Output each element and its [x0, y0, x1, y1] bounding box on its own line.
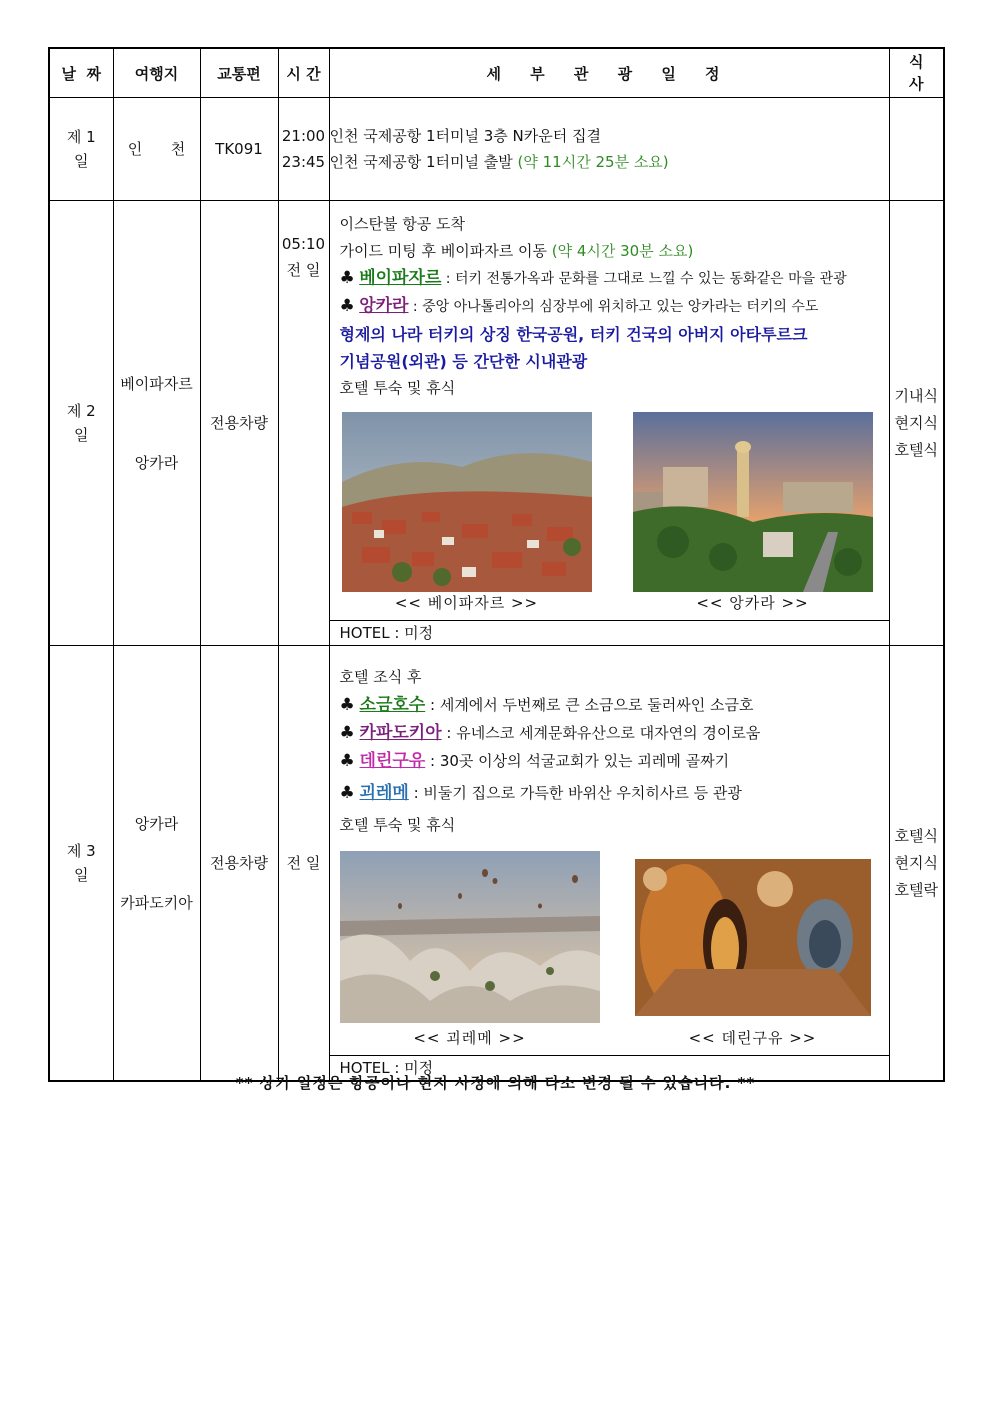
day2-row	[49, 201, 944, 646]
day2-time	[278, 201, 329, 646]
day2-duration-note: (약 4시간 30분 소요)	[551, 242, 694, 260]
cappadocia-keyword: 카파도키아	[359, 723, 442, 743]
day2-destination1: 베이파자르	[120, 374, 193, 393]
day2-label	[49, 201, 113, 646]
day1-destination: 인 천	[113, 98, 200, 201]
day3-line-end: 호텔 투숙 및 휴식	[339, 816, 456, 834]
day2-line-end: 호텔 투숙 및 휴식	[339, 379, 456, 397]
itinerary-table	[48, 47, 945, 1082]
day3-row	[49, 646, 944, 1082]
club-icon: ♣	[339, 695, 355, 715]
day1-label-text: 제 1 일	[66, 128, 96, 170]
club-icon: ♣	[339, 783, 355, 803]
header-row	[49, 48, 944, 98]
beypazari-keyword: 베이파자르	[359, 268, 442, 288]
day1-time1: 21:00	[281, 127, 326, 145]
day2-detail	[329, 201, 889, 646]
day1-label	[49, 98, 113, 201]
day2-line2-text: 가이드 미팅 후 베이파자르 이동	[339, 242, 547, 260]
beypazari-caption: << 베이파자르 >>	[394, 594, 539, 612]
day3-label-text: 제 3 일	[66, 842, 96, 884]
ankara-desc: : 중앙 아나톨리아의 심장부에 위치하고 있는 앙카라는 터키의 수도	[408, 299, 819, 315]
day2-meal3: 호텔식	[894, 440, 938, 459]
day3-meal3: 호텔락	[894, 880, 938, 899]
day1-time2: 23:45	[281, 153, 326, 171]
day3-destination1: 앙카라	[134, 814, 179, 833]
header-schedule: 세 부 관 광 일 정	[329, 48, 889, 98]
day3-photos	[330, 839, 889, 1055]
day3-time: 전 일	[278, 646, 329, 1082]
day3-meal2: 현지식	[894, 853, 938, 872]
day3-destination	[113, 646, 200, 1082]
day2-meal1: 기내식	[894, 386, 938, 405]
footer-note: ** 상기 일정은 항공이나 현지 사정에 의해 다소 변경 될 수 있습니다. **	[235, 1074, 756, 1092]
header-date: 날 짜	[49, 48, 113, 98]
day3-meal	[889, 646, 944, 1082]
day2-blue-line2: 기념공원(외관) 등 간단한 시내관광	[339, 352, 588, 371]
club-icon: ♣	[339, 751, 355, 771]
derinkuyu-photo	[635, 859, 871, 1016]
day3-line1: 호텔 조식 후	[339, 668, 422, 686]
header-meal	[889, 48, 944, 98]
day2-photos	[330, 402, 889, 620]
day3-detail	[329, 646, 889, 1082]
day1-line1: 인천 국제공항 1터미널 3층 N카운터 집결	[329, 127, 601, 145]
day2-beypazari-item	[340, 265, 889, 293]
day2-blue-line1: 형제의 나라 터키의 상징 한국공원, 터키 건국의 아버지 아타투르크	[339, 325, 808, 344]
beypazari-photo	[342, 412, 592, 592]
club-icon: ♣	[339, 268, 355, 288]
derinkuyu-caption: << 데린구유 >>	[688, 1029, 817, 1047]
day1-duration-note: (약 11시간 25분 소요)	[517, 153, 669, 171]
header-time: 시 간	[278, 48, 329, 98]
day3-derinkuyu-item	[340, 747, 889, 775]
day3-label	[49, 646, 113, 1082]
day1-time	[278, 98, 329, 201]
day3-meal1: 호텔식	[894, 826, 938, 845]
header-meal-text: 식 사	[909, 53, 924, 93]
day1-transport: TK091	[200, 98, 278, 201]
day2-line1: 이스탄불 항공 도착	[339, 215, 465, 233]
day1-meal	[889, 98, 944, 201]
day3-salt-lake-item	[340, 691, 889, 719]
club-icon: ♣	[339, 723, 355, 743]
header-destination: 여행지	[113, 48, 200, 98]
goreme-desc: : 비둘기 집으로 가득한 바위산 우치히사르 등 관광	[408, 784, 742, 802]
ankara-caption: << 앙카라 >>	[696, 594, 809, 612]
day1-row	[49, 98, 944, 201]
day2-destination	[113, 201, 200, 646]
day3-destination2: 카파도키아	[120, 893, 193, 912]
day3-cappadocia-item	[340, 719, 889, 747]
ankara-keyword: 앙카라	[359, 296, 409, 316]
day2-transport: 전용차량	[200, 201, 278, 646]
cappadocia-desc: : 유네스코 세계문화유산으로 대자연의 경이로움	[441, 724, 761, 742]
day2-destination2: 앙카라	[134, 453, 179, 472]
day2-meal2: 현지식	[894, 413, 938, 432]
ankara-photo	[633, 412, 873, 592]
day1-line2	[330, 149, 889, 175]
day2-hotel: HOTEL : 미정	[330, 620, 889, 645]
day3-transport: 전용차량	[200, 646, 278, 1082]
goreme-caption: << 괴레메 >>	[413, 1029, 526, 1047]
goreme-photo	[340, 851, 600, 1023]
header-transport: 교통편	[200, 48, 278, 98]
day3-hotel: HOTEL : 미정	[330, 1055, 889, 1080]
salt-lake-keyword: 소금호수	[359, 695, 426, 715]
day3-goreme-item	[340, 779, 889, 807]
day1-line2-text: 인천 국제공항 1터미널 출발	[329, 153, 513, 171]
day2-meal	[889, 201, 944, 646]
day2-time2: 전 일	[286, 261, 321, 279]
goreme-keyword: 괴레메	[359, 783, 409, 803]
day2-ankara-item	[340, 293, 889, 321]
club-icon: ♣	[339, 296, 355, 316]
derinkuyu-desc: : 30곳 이상의 석굴교회가 있는 괴레메 골짜기	[425, 752, 730, 770]
day1-detail	[329, 98, 889, 201]
day2-time1: 05:10	[281, 235, 326, 253]
derinkuyu-keyword: 데린구유	[359, 751, 426, 771]
day2-label-text: 제 2 일	[66, 402, 96, 444]
day2-line2	[340, 238, 889, 265]
salt-lake-desc: : 세계에서 두번째로 큰 소금으로 둘러싸인 소금호	[425, 696, 754, 714]
beypazari-desc: : 터키 전통가옥과 문화를 그대로 느낄 수 있는 동화같은 마을 관광	[441, 271, 847, 287]
